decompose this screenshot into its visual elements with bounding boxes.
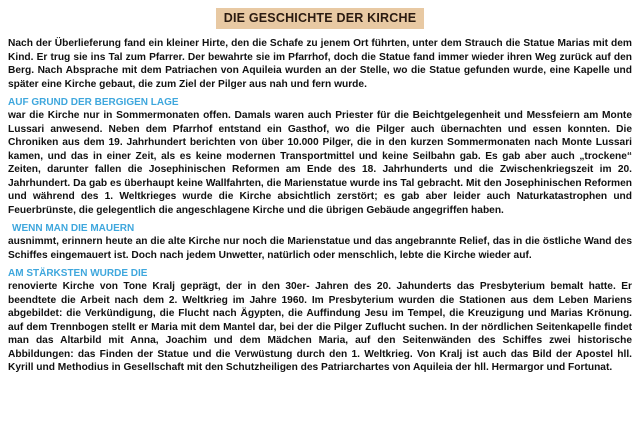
intro-paragraph: Nach der Überlieferung fand ein kleiner Hirte, den die Schafe zu jenem Ort führten, unter dem Strauch die Statue Marias mit dem Kind. Er trug sie ins Tal zum Pfarrer. Der bewahrte sie im Pfarrhof, doch die Statue fand immer wieder ihren Weg zurück auf den Berg. Nach Absprache mit dem Patriachen von Aquileia wurden an der Stelle, wo die Statue gefunden wurde, eine Kapelle und später eine Kirche gebaut, die zum Ziel der Pilger aus nah und fern wurde. (8, 38, 632, 90)
paragraph-bergige-lage: war die Kirche nur in Sommermonaten offen. Damals waren auch Priester für die Beichtgelegenheit und Messfeiern am Monte Lussari anwesend. Neben dem Pfarrhof entstand ein Gasthof, wo die Pilger auch übernachten und essen konnten. Die Chroniken aus dem 19. Jahrhundert berichten von über 10.000 Pilger, die in den kurzen Sommermonaten nach Monte Lussari kamen, und das in einer Zeit, als es keine modernen Transportmittel und keine Seilbahn gab. Es gab aber auch „trockene“ Zeiten, darunter fallen die Josephinischen Reformen am Ende des 18. Jahrhunderts und die Zwischenkriegszeit im 20. Jahrhundert. Da gab es überhaupt keine Wallfahrten, die Marienstatue wurde ins Tal gebracht. Mit den Josephinischen Reformen und während des 1. Weltkrieges wurde die Kirche absichtlich zerstört; es gab aber leider auch Naturkatastrophen und Feuerbrünste, die gelegentlich die angeschlagene Kirche und die übrigen Gebäude angegriffen haben. (8, 110, 632, 216)
section-heading-staerksten: AM STÄRKSTEN WURDE DIE (8, 268, 148, 279)
paragraph-staerksten: renovierte Kirche von Tone Kralj geprägt, der in den 30er- Jahren des 20. Jahunderts das Presbyterium bemalt hatte. Er beendtete die Arbeit nach dem 2. Weltkrieg im Jahre 1960. Im Presbyterium wurden die Stationen aus dem Leben Mariens abgebildet: die Verkündigung, die Flucht nach Ägypten, die Auffindung Jesu im Tempel, die Kreuzigung und Marias Krönung. auf dem Trennbogen stellt er Maria mit dem Mantel dar, bei der die Pilger Zuflucht suchen. In der nördlichen Seitenkapelle findet man das Altarbild mit Anna, Joachim und dem Mädchen Maria, auf den Seitenwänden des Schiffes zwei historische Abbildungen: das Finden der Statue und die Verwüstung durch den 1. Weltkrieg. Von Kralj ist auch das Bild der Apostel hll. Kyrill und Methodius in Gesellschaft mit den Schutzheiligen des Patriarchartes von Aquileia der hll. Hermargor und Fortunat. (8, 281, 632, 373)
title-bar (0, 8, 640, 29)
paragraph-mauern: ausnimmt, erinnern heute an die alte Kirche nur noch die Marienstatue und das angebrannte Relief, das in die östliche Wand des Schiffes eingemauert ist. Doch nach jedem Unwetter, natürlich oder menschlich, lebte die Kirche wieder auf. (8, 236, 632, 261)
section-heading-mauern: WENN MAN DIE MAUERN (12, 223, 135, 234)
section-heading-bergige-lage: AUF GRUND DER BERGIGEN LAGE (8, 97, 179, 108)
article-body (8, 37, 632, 375)
page-title: DIE GESCHICHTE DER KIRCHE (216, 8, 425, 29)
